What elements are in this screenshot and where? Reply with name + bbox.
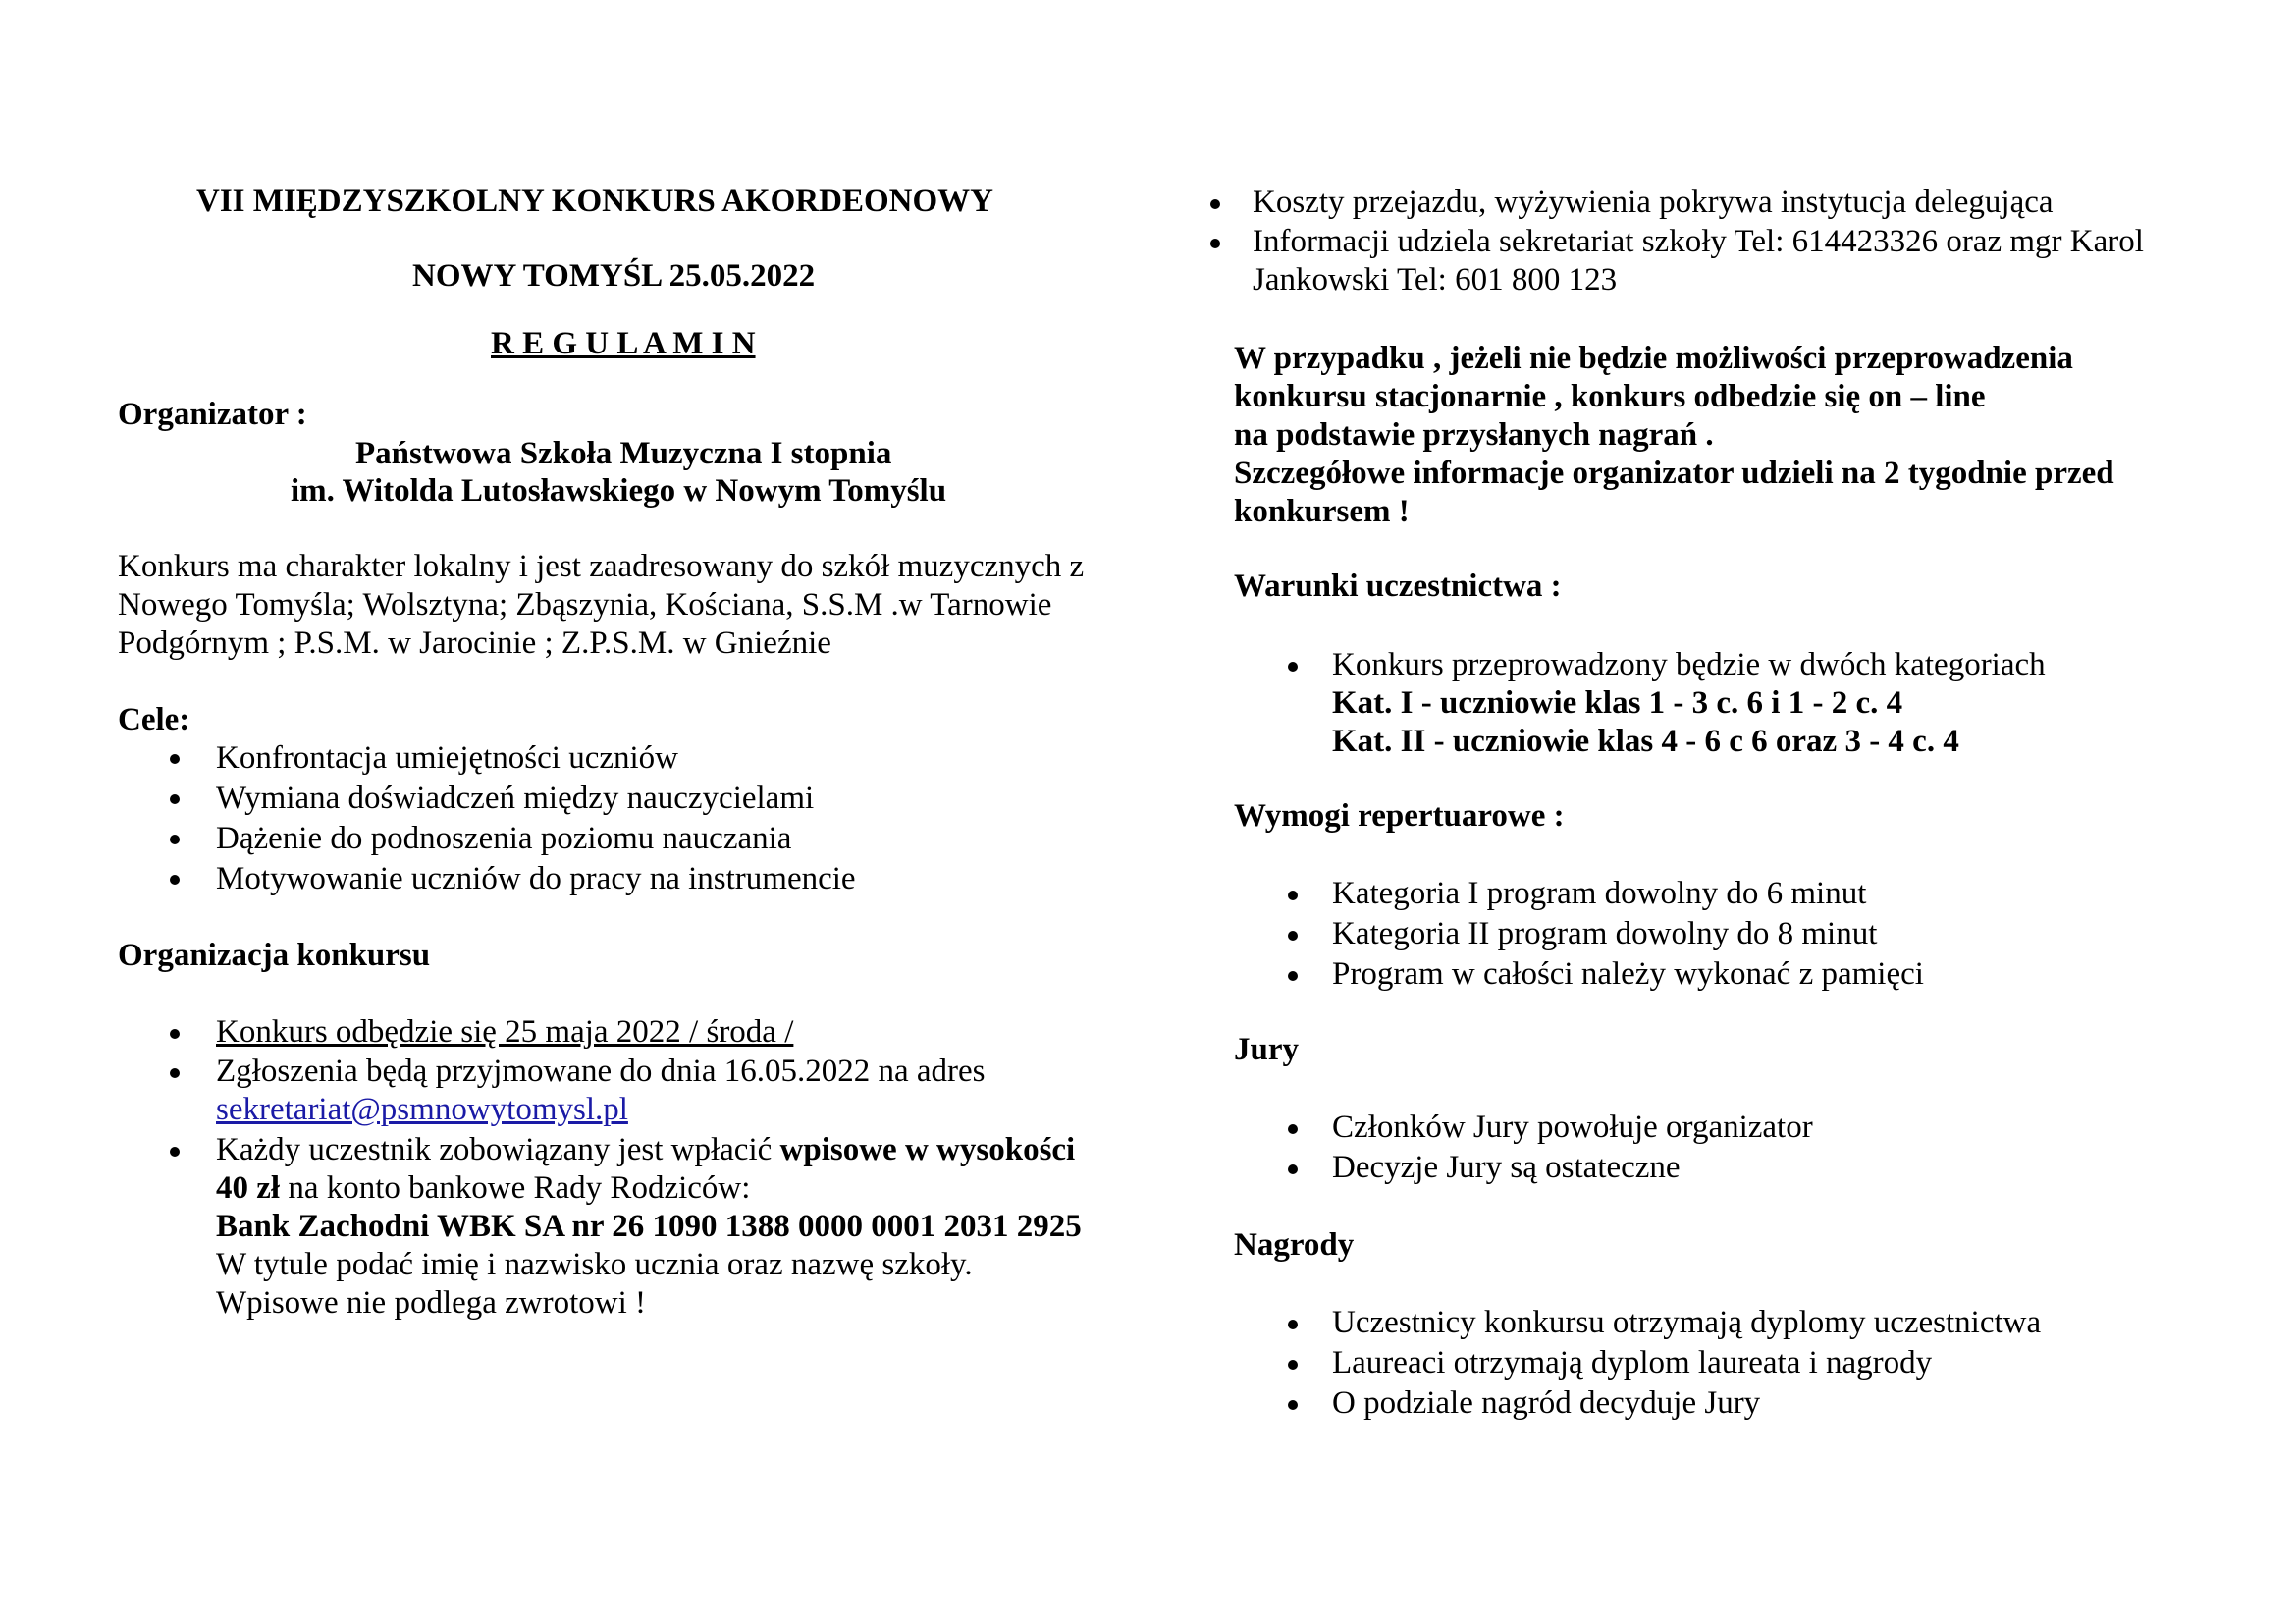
regulamin-heading: R E G U L A M I N [491,326,756,361]
goals-heading: Cele: [118,702,190,737]
fee-line-4: W tytule podać imię i nazwisko ucznia oraz nazwę szkoły. [216,1247,973,1282]
title: VII MIĘDZYSZKOLNY KONKURS AKORDEONOWY [196,184,993,219]
category-1: Kat. I - uczniowie klas 1 - 3 c. 6 i 1 - 2 c. 4 [1332,685,1903,721]
notice-line: konkursem ! [1234,494,1410,529]
intro-line-2: Nowego Tomyśla; Wolsztyna; Zbąszynia, Kościana, S.S.M .w Tarnowie [118,587,1052,623]
organizer-line-2: im. Witolda Lutosławskiego w Nowym Tomyślu [291,473,947,509]
organization-heading: Organizacja konkursu [118,938,431,973]
list-item: Uczestnicy konkursu otrzymają dyplomy uczestnictwa [1332,1305,2042,1340]
list-item: Dążenie do podnoszenia poziomu nauczania [216,821,792,856]
bullet-icon [1210,199,1220,209]
intro-line-3: Podgórnym ; P.S.M. w Jarocinie ; Z.P.S.M. w Gnieźnie [118,625,831,661]
list-item: Motywowanie uczniów do pracy na instrumencie [216,861,856,896]
jury-heading: Jury [1234,1032,1299,1067]
intro-line-1: Konkurs ma charakter lokalny i jest zaadresowany do szkół muzycznych z [118,549,1085,584]
fee-line-5: Wpisowe nie podlega zwrotowi ! [216,1285,647,1321]
bullet-icon [1288,1164,1298,1174]
list-item: Program w całości należy wykonać z pamięci [1332,956,1924,992]
bullet-icon [1288,931,1298,941]
fee-account-text: na konto bankowe Rady Rodziców: [280,1170,751,1206]
bullet-icon [1288,1124,1298,1134]
list-item: Konkurs przeprowadzony będzie w dwóch kategoriach [1332,647,2046,682]
list-item: Kategoria II program dowolny do 8 minut [1332,916,1878,951]
list-item: Informacji udziela sekretariat szkoły Tel: 614423326 oraz mgr Karol [1253,224,2144,259]
list-item: O podziale nagród decyduje Jury [1332,1385,1761,1421]
notice-line: konkursu stacjonarnie , konkurs odbedzie się on – line [1234,379,1986,414]
list-item [216,1131,1075,1169]
prizes-heading: Nagrody [1234,1227,1355,1263]
notice-line: na podstawie przysłanych nagrań . [1234,417,1714,453]
place-date: NOWY TOMYŚL 25.05.2022 [412,258,816,294]
bullet-icon [170,754,180,764]
bullet-icon [1210,239,1220,248]
bullet-icon [1288,891,1298,900]
repertoire-heading: Wymogi repertuarowe : [1234,798,1565,834]
bullet-icon [170,794,180,804]
bullet-icon [170,835,180,844]
list-item: Koszty przejazdu, wyżywienia pokrywa instytucja delegująca [1253,185,2054,220]
list-item: Decyzje Jury są ostateczne [1332,1150,1681,1185]
list-item: Konfrontacja umiejętności uczniów [216,740,679,776]
fee-text: Każdy uczestnik zobowiązany jest wpłacić [216,1132,780,1167]
conditions-heading: Warunki uczestnictwa : [1234,568,1562,604]
list-item: Członków Jury powołuje organizator [1332,1110,1813,1145]
fee-amount: 40 zł [216,1170,281,1206]
bank-account: Bank Zachodni WBK SA nr 26 1090 1388 0000 0001 2031 2925 [216,1209,1082,1244]
fee-line-2 [216,1169,750,1208]
fee-amount-label: wpisowe w wysokości [779,1132,1076,1167]
bullet-icon [1288,1360,1298,1370]
bullet-icon [170,875,180,885]
list-item: Laureaci otrzymają dyplom laureata i nagrody [1332,1345,1933,1380]
organizer-line-1: Państwowa Szkoła Muzyczna I stopnia [355,436,892,471]
list-item: Kategoria I program dowolny do 6 minut [1332,876,1867,911]
notice-line: W przypadku , jeżeli nie będzie możliwości przeprowadzenia [1234,341,2073,376]
bullet-icon [1288,662,1298,672]
email-link[interactable]: sekretariat@psmnowytomysl.pl [216,1092,628,1127]
list-item: Zgłoszenia będą przyjmowane do dnia 16.05.2022 na adres [216,1054,986,1089]
notice-line: Szczegółowe informacje organizator udzieli na 2 tygodnie przed [1234,456,2114,491]
bullet-icon [170,1147,180,1157]
bullet-icon [1288,1320,1298,1329]
organizer-heading: Organizator : [118,397,307,432]
bullet-icon [1288,1400,1298,1410]
list-item: Wymiana doświadczeń między nauczycielami [216,781,815,816]
category-2: Kat. II - uczniowie klas 4 - 6 c 6 oraz 3 - 4 c. 4 [1332,724,1959,759]
list-item: Konkurs odbędzie się 25 maja 2022 / środa / [216,1014,794,1050]
bullet-icon [170,1029,180,1039]
bullet-icon [170,1068,180,1078]
list-item-continuation: Jankowski Tel: 601 800 123 [1253,262,1618,298]
bullet-icon [1288,971,1298,981]
